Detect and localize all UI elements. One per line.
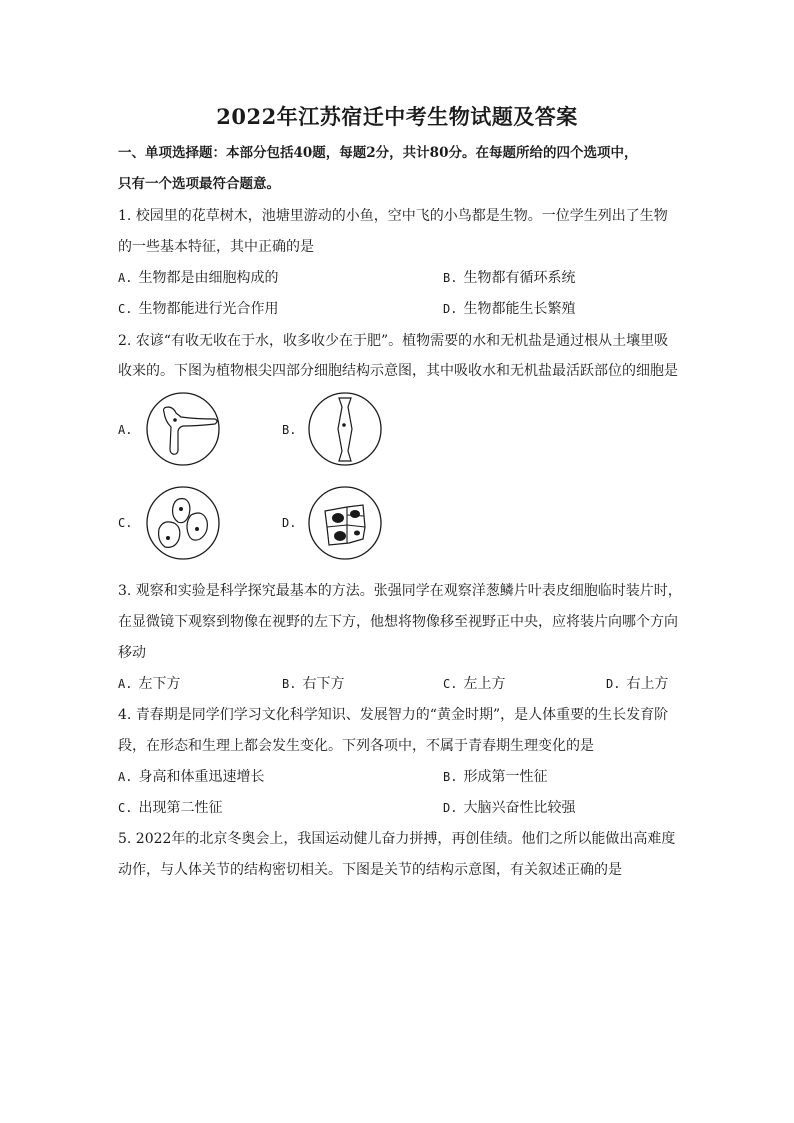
option-label: B. [443,271,458,285]
option-label: B. [282,677,297,691]
option-label: A. [118,677,133,691]
q1-option-a[interactable] [118,263,278,293]
meristem-cells-figure [307,485,383,561]
q3-option-a[interactable] [118,669,180,699]
q3-stem-line-1: 3. 观察和实验是科学探究最基本的方法。张强同学在观察洋葱鳞片叶表皮细胞临时装片时， [118,583,682,599]
figure-label-a[interactable]: A. [118,423,133,437]
option-text: 生物都能进行光合作用 [138,301,279,317]
option-label: A. [118,770,133,784]
option-label: A. [118,271,133,285]
q1-option-d[interactable] [443,294,575,324]
q4-stem-line-1: 4. 青春期是同学们学习文化科学知识、发展智力的“黄金时期”，是人体重要的生长发育阶 [118,707,669,723]
q2-stem-line-2: 收来的。下图为植物根尖四部分细胞结构示意图，其中吸收水和无机盐最活跃部位的细胞是 [118,363,678,379]
q3-option-d[interactable] [606,669,668,699]
figure-label-d[interactable]: D. [282,516,297,530]
q5-stem-line-2: 动作，与人体关节的结构密切相关。下图是关节的结构示意图，有关叙述正确的是 [118,862,622,878]
q1-option-b[interactable] [443,263,575,293]
option-text: 左下方 [138,676,181,692]
q4-option-b[interactable] [443,762,547,792]
option-label: C. [118,801,133,815]
rounded-cells-figure [145,485,221,561]
option-text: 形成第一性征 [463,769,548,785]
option-text: 大脑兴奋性比较强 [463,800,576,816]
figure-label-b[interactable]: B. [282,423,297,437]
option-text: 右下方 [302,676,345,692]
q2-stem-line-1: 2. 农谚“有收无收在于水，收多收少在于肥”。植物需要的水和无机盐是通过根从土壤里吸 [118,333,669,349]
q3-stem-line-2: 在显微镜下观察到物像在视野的左下方，他想将物像移至视野正中央，应将装片向哪个方向 [118,614,678,630]
figure-label-c[interactable]: C. [118,516,133,530]
option-text: 左上方 [463,676,506,692]
q3-option-c[interactable] [443,669,505,699]
option-label: D. [443,801,458,815]
option-label: B. [443,770,458,784]
root-hair-cell-figure [145,391,221,467]
option-text: 右上方 [626,676,669,692]
option-label: D. [443,302,458,316]
option-label: C. [118,302,133,316]
q1-stem-line-1: 1. 校园里的花草树木，池塘里游动的小鱼，空中飞的小鸟都是生物。一位学生列出了生物 [118,208,668,224]
q4-stem-line-2: 段，在形态和生理上都会发生变化。下列各项中，不属于青春期生理变化的是 [118,738,594,754]
elongated-cell-figure [307,391,383,467]
q5-stem-line-1: 5. 2022年的北京冬奥会上，我国运动健儿奋力拼搏，再创佳绩。他们之所以能做出高难度 [118,831,676,847]
q4-option-d[interactable] [443,793,575,823]
section-heading-line-1: 一、单项选择题：本部分包括40题，每题2分，共计80分。在每题所给的四个选项中， [118,145,638,161]
option-text: 生物都能生长繁殖 [463,301,576,317]
option-label: C. [443,677,458,691]
q1-stem-line-2: 的一些基本特征，其中正确的是 [118,239,314,255]
option-text: 身高和体重迅速增长 [138,769,265,785]
page-title: 2022年江苏宿迁中考生物试题及答案 [216,104,578,129]
section-heading-line-2: 只有一个选项最符合题意。 [118,176,280,192]
q4-option-c[interactable] [118,793,222,823]
q3-stem-line-3: 移动 [118,645,146,661]
q4-option-a[interactable] [118,762,264,792]
option-text: 出现第二性征 [138,800,223,816]
q1-option-c[interactable] [118,294,278,324]
q3-option-b[interactable] [282,669,344,699]
option-label: D. [606,677,621,691]
option-text: 生物都有循环系统 [463,270,576,286]
option-text: 生物都是由细胞构成的 [138,270,279,286]
